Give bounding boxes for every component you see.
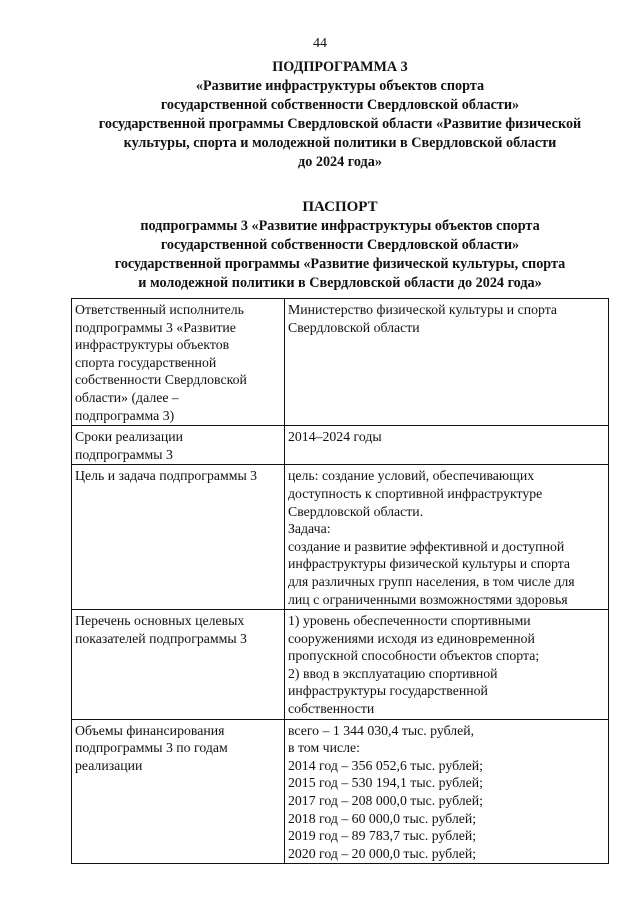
heading-line: культуры, спорта и молодежной политики в Свердловской области xyxy=(123,135,557,151)
row-label-cell xyxy=(72,719,285,864)
row-value-line: 2019 год – 89 783,7 тыс. рублей; xyxy=(288,828,477,844)
row-value-line: цель: создание условий, обеспечивающих xyxy=(288,468,535,484)
table-row xyxy=(72,719,609,864)
row-value-line: доступность к спортивной инфраструктуре xyxy=(288,485,543,501)
row-value-line: инфраструктуры физической культуры и спорта xyxy=(288,556,571,572)
subprogram-heading xyxy=(60,58,620,172)
row-label-line: подпрограммы 3 «Развитие xyxy=(75,319,236,335)
row-value-line: 2017 год – 208 000,0 тыс. рублей; xyxy=(288,793,483,809)
row-value-line: всего – 1 344 030,4 тыс. рублей, xyxy=(288,722,475,738)
row-label-line: Цель и задача подпрограммы 3 xyxy=(75,468,258,484)
row-value-line: 1) уровень обеспеченности спортивными xyxy=(288,613,531,629)
row-label-line: показателей подпрограммы 3 xyxy=(75,630,247,646)
row-value-cell xyxy=(285,465,609,610)
passport-line: государственной собственности Свердловской области» xyxy=(160,237,520,253)
row-value-line: Свердловской области xyxy=(288,319,420,335)
row-label-cell xyxy=(72,610,285,720)
row-value-line: пропускной способности объектов спорта; xyxy=(288,648,540,664)
row-value-line: Свердловской области. xyxy=(288,503,424,519)
passport-line: государственной программы «Развитие физической культуры, спорта xyxy=(114,256,566,272)
row-label-line: Перечень основных целевых xyxy=(75,613,245,629)
passport-table xyxy=(71,298,609,864)
row-value-line: 2015 год – 530 194,1 тыс. рублей; xyxy=(288,775,483,791)
heading-line: ПОДПРОГРАММА 3 xyxy=(272,59,408,75)
heading-line: «Развитие инфраструктуры объектов спорта xyxy=(195,78,485,94)
row-label-line: подпрограммы 3 xyxy=(75,446,173,462)
row-value-cell xyxy=(285,299,609,426)
table-row xyxy=(72,610,609,720)
passport-line: и молодежной политики в Свердловской области до 2024 года» xyxy=(138,275,542,291)
heading-line: государственной собственности Свердловской области» xyxy=(160,97,520,113)
row-value-line: для различных групп населения, в том числе для xyxy=(288,573,575,589)
passport-title: ПАСПОРТ xyxy=(302,199,378,215)
row-value-cell xyxy=(285,426,609,465)
row-label-line: области» (далее – xyxy=(75,389,179,405)
row-value-line: 2014 год – 356 052,6 тыс. рублей; xyxy=(288,757,483,773)
row-value-line: 2018 год – 60 000,0 тыс. рублей; xyxy=(288,810,477,826)
row-label-line: Ответственный исполнитель xyxy=(75,302,244,317)
row-label-line: собственности Свердловской xyxy=(75,372,247,388)
row-label-line: спорта государственной xyxy=(75,354,217,370)
table-row xyxy=(72,465,609,610)
row-value-line: сооружениями исходя из единовременной xyxy=(288,630,535,646)
row-value-line: 2014–2024 годы xyxy=(288,429,382,445)
row-value-cell xyxy=(285,610,609,720)
page-number: 44 xyxy=(313,36,327,51)
row-label-line: инфраструктуры объектов xyxy=(75,337,230,353)
row-value-line: инфраструктуры государственной xyxy=(288,683,488,699)
row-value-line: 2020 год – 20 000,0 тыс. рублей; xyxy=(288,845,477,861)
heading-line: государственной программы Свердловской области «Развитие физической xyxy=(98,116,582,132)
row-value-line: создание и развитие эффективной и доступной xyxy=(288,538,565,554)
passport-heading xyxy=(60,198,620,293)
passport-line: подпрограммы 3 «Развитие инфраструктуры объектов спорта xyxy=(140,218,540,234)
row-label-line: реализации xyxy=(75,757,143,773)
row-value-line: собственности xyxy=(288,701,375,717)
heading-line: до 2024 года» xyxy=(298,154,382,170)
row-label-cell xyxy=(72,299,285,426)
table-row xyxy=(72,299,609,426)
row-label-line: Объемы финансирования xyxy=(75,722,225,738)
row-value-line: лиц с ограниченными возможностями здоровья xyxy=(288,591,568,607)
passport-table-body xyxy=(72,299,609,864)
row-label-line: Сроки реализации xyxy=(75,429,183,445)
row-value-line: в том числе: xyxy=(288,740,360,756)
row-value-line: 2) ввод в эксплуатацию спортивной xyxy=(288,665,498,681)
row-label-cell xyxy=(72,426,285,465)
row-label-cell xyxy=(72,465,285,610)
table-row xyxy=(72,426,609,465)
row-label-line: подпрограмма 3) xyxy=(75,407,175,423)
row-value-line: Министерство физической культуры и спорта xyxy=(288,302,558,317)
row-value-line: Задача: xyxy=(288,521,331,537)
row-value-cell xyxy=(285,719,609,864)
row-label-line: подпрограммы 3 по годам xyxy=(75,740,228,756)
